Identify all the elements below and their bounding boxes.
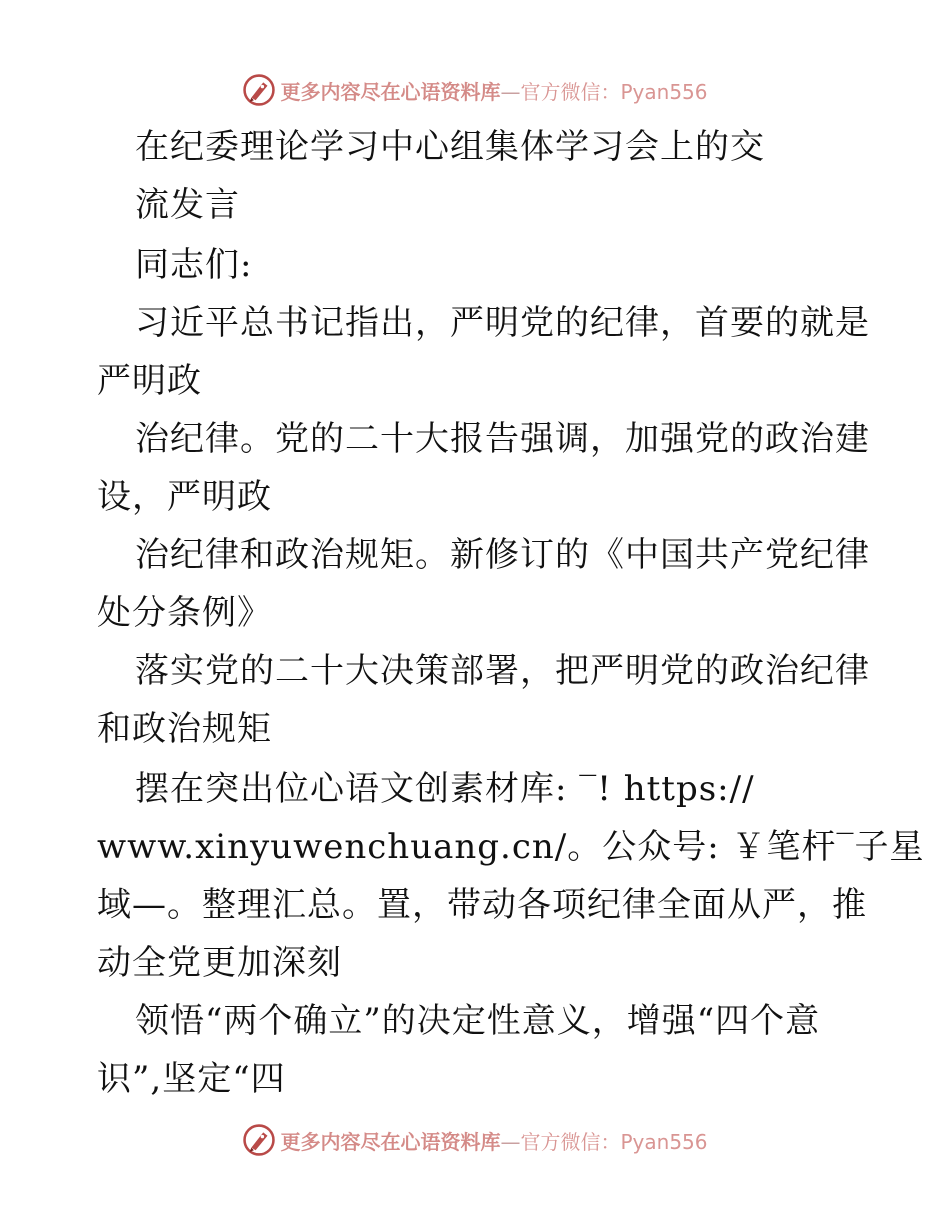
- paragraph-line: 落实党的二十大决策部署，把严明党的政治纪律: [135, 651, 870, 691]
- paragraph-line: 摆在突出位心语文创素材库: ‾! https://: [135, 769, 755, 809]
- pen-nib-logo-icon: [242, 1123, 276, 1157]
- paragraph-line: 和政治规矩: [97, 709, 272, 749]
- header-watermark-banner: [0, 68, 950, 112]
- paragraph-line: 域—。整理汇总。置，带动各项纪律全面从严，推: [97, 885, 867, 925]
- banner-text: [280, 1126, 707, 1155]
- title-line-1: 在纪委理论学习中心组集体学习会上的交: [135, 127, 765, 167]
- paragraph-line: 领悟“两个确立”的决定性意义，增强“四个意: [135, 1001, 821, 1041]
- salutation: 同志们:: [135, 245, 253, 285]
- paragraph-line: 识”,坚定“四: [97, 1059, 286, 1099]
- title-line-2: 流发言: [135, 185, 240, 225]
- pen-nib-logo-icon: [242, 73, 276, 107]
- banner-library-name: 更多内容尽在心语资料库: [280, 1129, 501, 1154]
- paragraph-line: 设，严明政: [97, 477, 272, 517]
- banner-wechat-label: 官方微信：: [520, 1129, 621, 1154]
- paragraph-line: www.xinyuwenchuang.cn/。公众号: ￥笔杆‾子星: [97, 827, 925, 867]
- banner-wechat-label: 官方微信：: [520, 79, 621, 104]
- paragraph-line: 严明政: [97, 361, 202, 401]
- paragraph-line: 治纪律。党的二十大报告强调，加强党的政治建: [135, 419, 870, 459]
- paragraph-line: 治纪律和政治规矩。新修订的《中国共产党纪律: [135, 535, 870, 575]
- banner-text: [280, 76, 707, 105]
- banner-wechat-id: Pyan556: [620, 1129, 708, 1154]
- paragraph-line: 处分条例》: [97, 593, 272, 633]
- paragraph-line: 动全党更加深刻: [97, 943, 342, 983]
- banner-wechat-id: Pyan556: [620, 79, 708, 104]
- footer-watermark-banner: [0, 1118, 950, 1162]
- paragraph-line: 习近平总书记指出，严明党的纪律，首要的就是: [135, 303, 870, 343]
- banner-separator: —: [500, 79, 521, 104]
- banner-separator: —: [500, 1129, 521, 1154]
- banner-library-name: 更多内容尽在心语资料库: [280, 79, 501, 104]
